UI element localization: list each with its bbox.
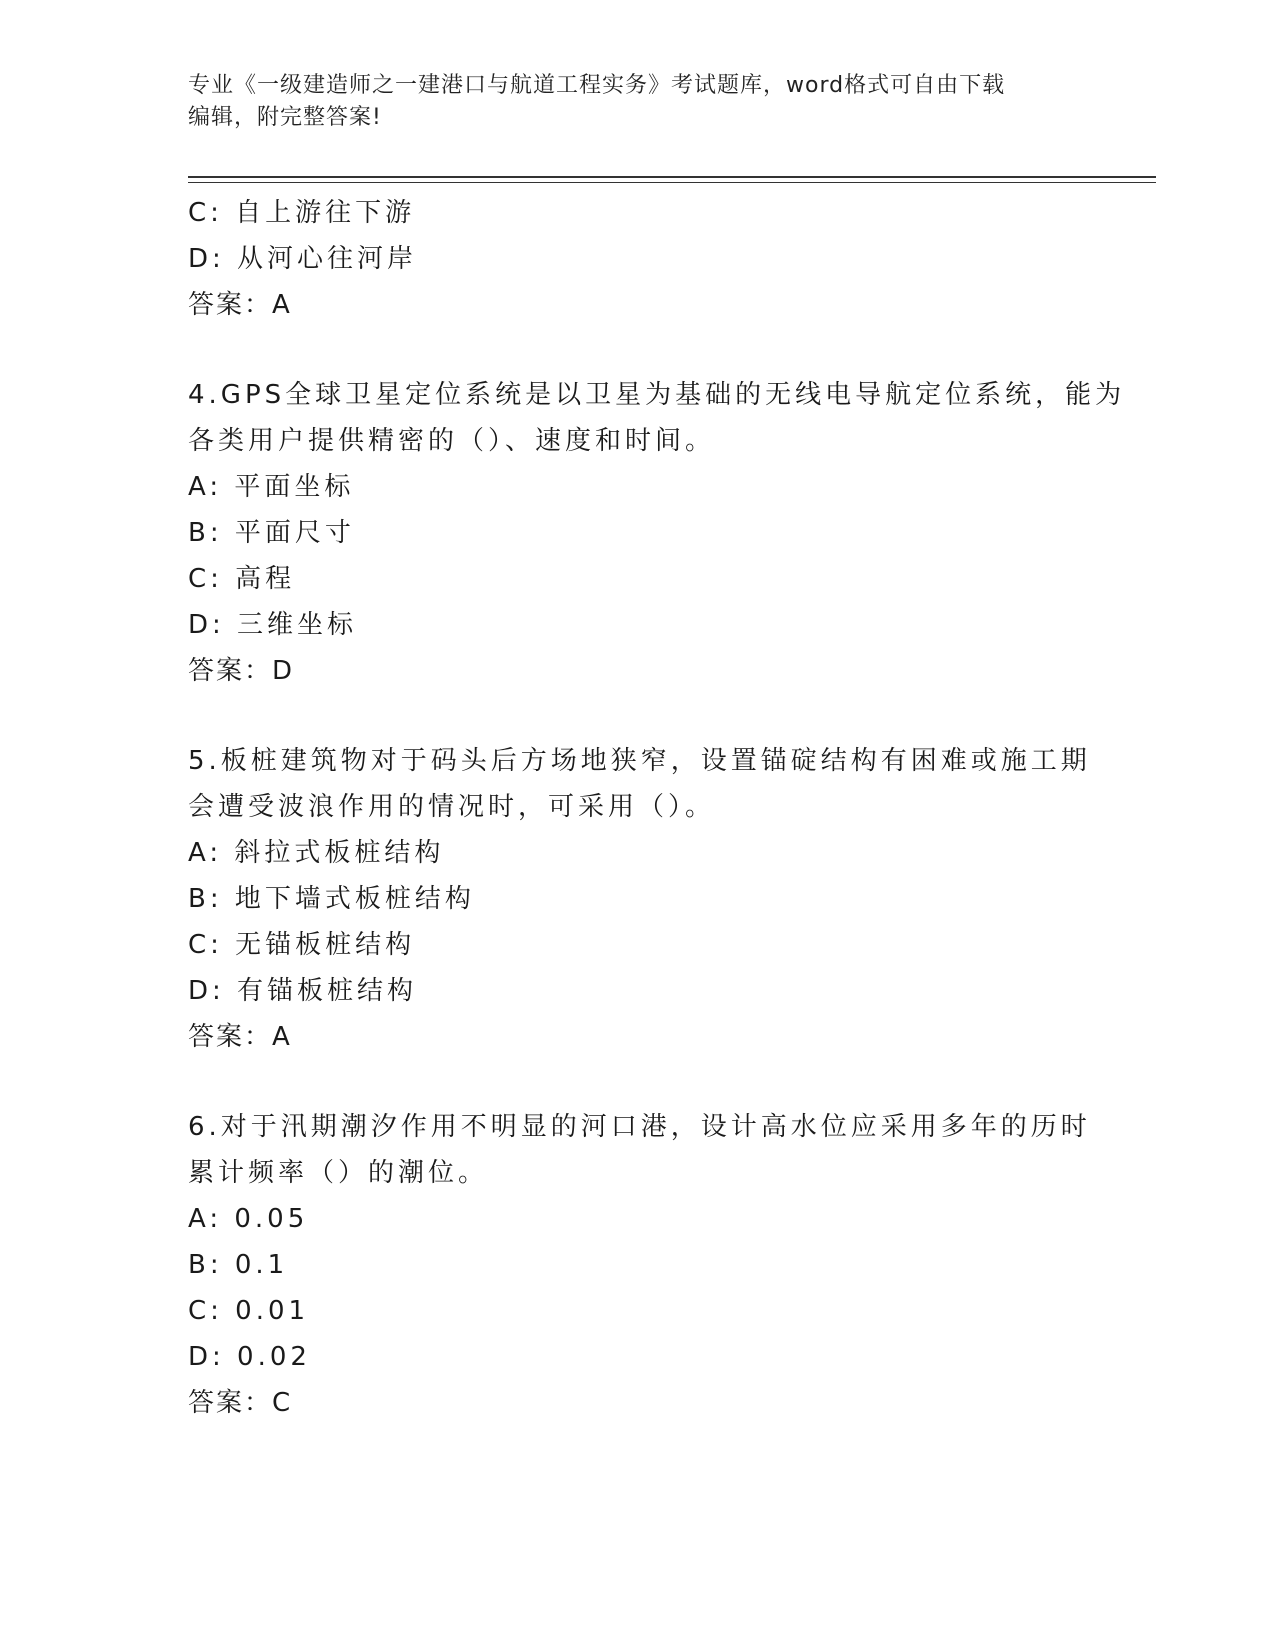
option-a: A: 0.05 xyxy=(188,1204,309,1234)
spacer xyxy=(188,328,1088,372)
option-c: C: 高程 xyxy=(188,564,296,594)
header-divider-thin xyxy=(188,182,1156,183)
answer-line: 答案：C xyxy=(188,1388,293,1418)
answer-line: 答案：A xyxy=(188,1022,292,1052)
answer-line: 答案：D xyxy=(188,656,295,686)
question-stem-line-1: 4.GPS全球卫星定位系统是以卫星为基础的无线电导航定位系统，能为 xyxy=(188,380,1126,410)
option-b: B: 0.1 xyxy=(188,1250,289,1280)
option-b: B: 平面尺寸 xyxy=(188,518,355,548)
spacer xyxy=(188,694,1088,738)
question-4 xyxy=(188,372,1126,694)
option-c: C: 自上游往下游 xyxy=(188,198,416,228)
question-stem-line-1: 5.板桩建筑物对于码头后方场地狭窄，设置锚碇结构有困难或施工期 xyxy=(188,746,1091,776)
question-5 xyxy=(188,738,1091,1060)
question-stem-line-2: 累计频率（）的潮位。 xyxy=(188,1158,489,1188)
question-stem-line-2: 会遭受波浪作用的情况时，可采用（）。 xyxy=(188,792,716,822)
question-stem-line-1: 6.对于汛期潮汐作用不明显的河口港，设计高水位应采用多年的历时 xyxy=(188,1112,1091,1142)
header-divider xyxy=(188,176,1156,178)
option-d: D: 0.02 xyxy=(188,1342,311,1372)
header-line-1: 专业《一级建造师之一建港口与航道工程实务》考试题库，word格式可自由下载 xyxy=(188,73,1006,98)
question-content xyxy=(188,190,1126,1426)
option-a: A: 斜拉式板桩结构 xyxy=(188,838,445,868)
spacer xyxy=(188,1060,1088,1104)
option-a: A: 平面坐标 xyxy=(188,472,355,502)
option-c: C: 无锚板桩结构 xyxy=(188,930,416,960)
option-d: D: 有锚板桩结构 xyxy=(188,976,418,1006)
question-3-continued xyxy=(188,190,1088,328)
option-c: C: 0.01 xyxy=(188,1296,310,1326)
question-stem-line-2: 各类用户提供精密的（）、速度和时间。 xyxy=(188,426,716,456)
option-d: D: 三维坐标 xyxy=(188,610,358,640)
header-line-2: 编辑，附完整答案! xyxy=(188,105,382,130)
option-d: D: 从河心往河岸 xyxy=(188,244,418,274)
answer-line: 答案：A xyxy=(188,290,292,320)
page-header xyxy=(188,70,1068,134)
question-6 xyxy=(188,1104,1091,1426)
option-b: B: 地下墙式板桩结构 xyxy=(188,884,475,914)
